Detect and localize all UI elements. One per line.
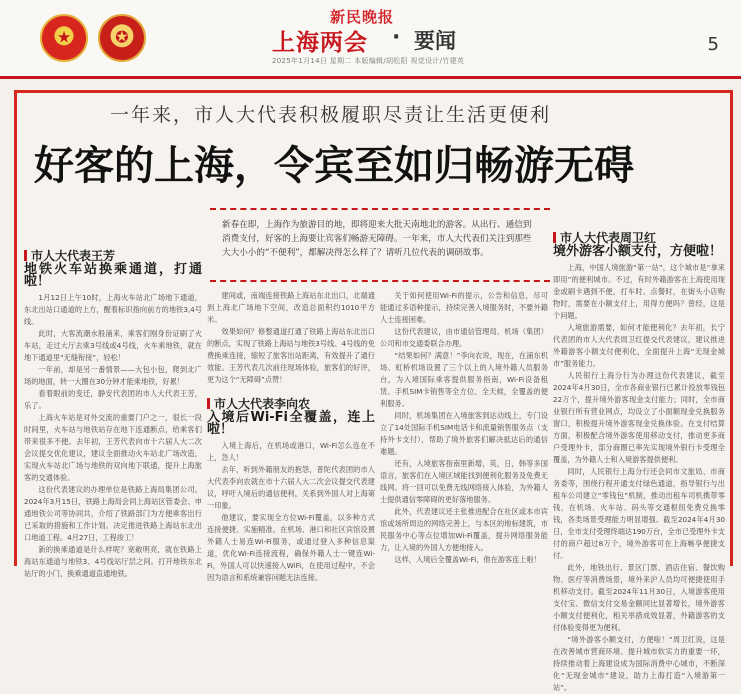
paragraph: 关于如何使用Wi-Fi的提示，公告和信息，尽可能通过多语种提示，持续完善入境服务时，不要外籍人士连接困难。 (380, 291, 548, 324)
paragraph: 他建议，要实现全方位Wi-Fi覆盖，以多种方式连接便捷、实施精准。在机场、港口和社区宾馆设置外籍人士易连Wi-Fi服务，或通过登入多种信息渠道，优化Wi-Fi连接流程，确保外籍人士一键连Wi-Fi，外国人可以快速接入WiFi，在使用过程中，不会因为语言和系统兼容问题无法连接。 (207, 513, 375, 582)
paragraph: 去年，听到外籍朋友的抱怨，普陀代表团的市人大代表李向农就在市十六届人大二次会议提交代表建议，呼吁入境后的通信便利，关系到外国人对上海第一印象。 (207, 465, 375, 510)
subsection-title: 境外游客小额支付，方便啦！ (553, 244, 723, 259)
subsection-title: 入境后Wi-Fi全覆盖，连上啦！ (207, 410, 375, 437)
article-column-d (553, 231, 725, 692)
paragraph: 这份代表建议的办理单位是铁路上海局集团公司。2024年3月15日，铁路上海局会同上海站区管委会、申通地铁公司等协同共，介绍了铁路部门为方便乘客出行已采取的措施和工作计划。决定推进铁路上海站东北出口地道工程。4月27日，工程竣工！ (24, 485, 202, 542)
emblem-glyph-icon: ✪ (115, 27, 129, 47)
paragraph: 同时，人民银行上海分行还会同市文旅局、市商务委等，围绕行程开通支付绿色通道，指导银行与出租车公司建立“零钱包”机制，推动出租车司机携带零钱，在机场、火车站、码头等交通枢纽免费兑换零钱，各类场景受理能力明显增强。截至2024年4月30日，全市支付受理终端达190万台，全市已受理外卡支付的商户超过8万个，境外游客可在上海畅享便捷支付。 (553, 467, 725, 560)
paragraph: 上海，中国人境旅游“第一站”，这个城市是“拿来即用”的便利城市。不过，有时外籍游客在上海使用现金或刷卡遇到不便，打车时、点餐时，在街头小店购物时，需要在小额支付上，用得方便吗？曾经，这是个问题。 (553, 263, 725, 320)
article-column-a (24, 249, 202, 578)
accent-bar (553, 232, 556, 243)
paragraph: 一年前，却是另一番情景——大包小包，爬到北广场的地面，转一大圈在30分钟才能乘地铁，好累！ (24, 365, 202, 386)
paragraph: 看着眼前的变迁，静安代表团的市人大代表王芳，乐了。 (24, 389, 202, 410)
section-separator: · (392, 25, 401, 50)
paragraph: 此外，地铁出行、景区门票、酒店住宿、餐饮购物、医疗等消费场景，境外来沪人员均可便捷使用手机移动支付。截至2024年11月30日，入境游客使用支付宝、微信支付交易金额同比显著增长，境外游客小额支付便利化，相关举措成效显著，外籍游客的支付体验变得更为便利。 (553, 563, 725, 632)
cppcc-emblem-icon (98, 14, 146, 62)
paragraph: 新的换乘通道是什么样呢？宽敞明亮，就在铁路上海站东通道与地铁3、4号线站厅层之间。打开地铁东北站厅的小门，换乘通道直通地铁。 (24, 545, 202, 578)
paragraph: 此时，大客流潮水般涌来，乘客们刚身份证刷了火车站，走过大厅去乘3号线或4号线，火车乘地铁，就在地下通道里“无缝衔接”，轻松！ (24, 329, 202, 362)
article-kicker: 一年来，市人大代表积极履职尽责让生活更便利 (110, 104, 552, 126)
section-subtitle: 要闻 (414, 28, 456, 53)
article-column-c (380, 290, 548, 566)
section-header (553, 232, 725, 258)
paragraph: 这样，入境后全覆盖Wi-Fi，他在游客连上啦！ (394, 555, 541, 564)
paragraph: 入境上海后，在机场或港口，Wi-Fi怎么连在不上，急人！ (207, 441, 375, 462)
masthead (0, 0, 741, 78)
dateline: 2025年1月14日 星期二 本版编辑/胡松阳 视觉设计/竹建英 (272, 57, 465, 65)
accent-bar (207, 398, 210, 409)
section-title: 上海两会 (272, 29, 368, 56)
section-header (24, 250, 202, 288)
subsection-title: 地铁火车站换乘通道，打通啦！ (24, 262, 202, 289)
article-headline: 好客的上海，令宾至如归畅游无碍 (34, 143, 634, 189)
intro-box (210, 208, 550, 282)
page-number: 5 (707, 34, 719, 55)
paragraph: “境外游客小额支付，方便啦！”周卫红说，这是在改善城市营商环境、提升城市软实力的重要一环，持续推动着上海建设成为国际消费中心城市，不断深化“无现金城市”建设，助力上海打造“入境游第一站”。 (553, 635, 725, 692)
paragraph: “结果如何？满意！”李向农说，现在，在浦东机场、虹桥机场设置了三个以上的入境外籍人员服务台，为入境国际乘客提供服务指南，Wi-Fi设备租赁、手机SIM卡销售等全方位、全天候，全覆盖的便利服务。 (380, 351, 548, 408)
masthead-rule (0, 76, 741, 79)
paragraph: 这份代表建议，由市通信管理局、机场（集团）公司和市交通委联合办理。 (380, 327, 548, 348)
accent-bar (24, 250, 27, 261)
intro-text: 新春在即，上海作为旅游目的地，即将迎来大批天南地北的游客。从出行、通信到消费支付，好客的上海要让宾客们畅游无障碍。一年来，市人大代表们关注到那些大大小小的“不便利”，都解决得怎么样了？请听几位代表的调研故事。 (222, 220, 532, 258)
paragraph: 效果如何？修整通道打通了铁路上海站东北出口的断点，实现了铁路上海站与地铁3号线、4号线的免费换乘连接，缩短了旅客出站距离，有效提升了通行效能。王芳代表几次前往现场体验，旅客们的好评，更为这个“无障碍”点赞！ (207, 327, 375, 384)
article-column-b (207, 290, 375, 582)
paragraph: 入境旅游需要，如何才能便利化？去年初，长宁代表团的市人大代表周卫红提交代表建议，建议推进外籍游客小额支付便利化，全面提升上海“无现金城市”服务能力。 (553, 323, 725, 368)
paragraph: 还有，入境旅客指南里新增，英，日，韩等多国语言，旅客们在入境区域能找到便利化服务及免费无线网。将一回可以免费无线网络接入体验，为外籍人士提供通信零障碍的更好落地服务。 (380, 459, 548, 504)
paragraph: 建间或，南端连接铁路上海站东北出口，北端通到上海北广场地下空间，改造总面积约1010平方米。 (207, 291, 375, 324)
paragraph: 人民银行上海分行为办理这份代表建议，截至2024年4月30日，全市各商业银行已累计投放零钱包22万个，提升境外游客现金支付能力；同时，全市商业银行所有营业网点，均设立了小面额现金兑换服务窗口，积极提升境外游客现金兑换体验。在支付结算方面，积极配合境外游客使用移动支付，推动更多商户受理外卡，部分商圈已率先实现境外银行卡受理全覆盖，为外籍人士和入境游客提供便利。 (553, 371, 725, 464)
paragraph: 1月12日上午10时，上海火车站北广场地下通道，东北出站口通道的上方，醒着标识指向前方的地铁3,4号线。 (24, 293, 202, 326)
paragraph: 同时，机场集团在入境旅客到达动线上，专门设立了14处国际手机SIM电话卡和流量销售服务点（支持外卡支付），帮助了境外旅客们解决抵达后的通信难题。 (380, 411, 548, 456)
paragraph: 此外，代表建议还主张推进配合在社区或本市宾馆或场所周边的网络完善上，与本区的地标建筑，市民服务中心等点位增加Wi-Fi覆盖，提升网络服务能力，让入境的外国人方便地接入。 (380, 507, 548, 552)
byline: 市人大代表王芳 (31, 249, 116, 263)
section-header (207, 398, 375, 436)
newspaper-logo: 新民晚报 (330, 8, 395, 26)
paragraph: 上海火车站是对外交流的重要门户之一，很长一段时间里，火车站与地铁站存在地下连通断点，给乘客们带来很多不便。去年初，王芳代表向市十六届人大二次会议提交优化建议，建议全面推动火车站北广场改造，实现火车站北广场与地铁的双向地下联通，提升上海旅客的交通体验。 (24, 413, 202, 482)
star-icon: ★ (56, 27, 72, 47)
byline: 市人大代表周卫红 (560, 231, 657, 245)
national-emblem-icon (40, 14, 88, 62)
byline: 市人大代表李向农 (214, 397, 311, 411)
